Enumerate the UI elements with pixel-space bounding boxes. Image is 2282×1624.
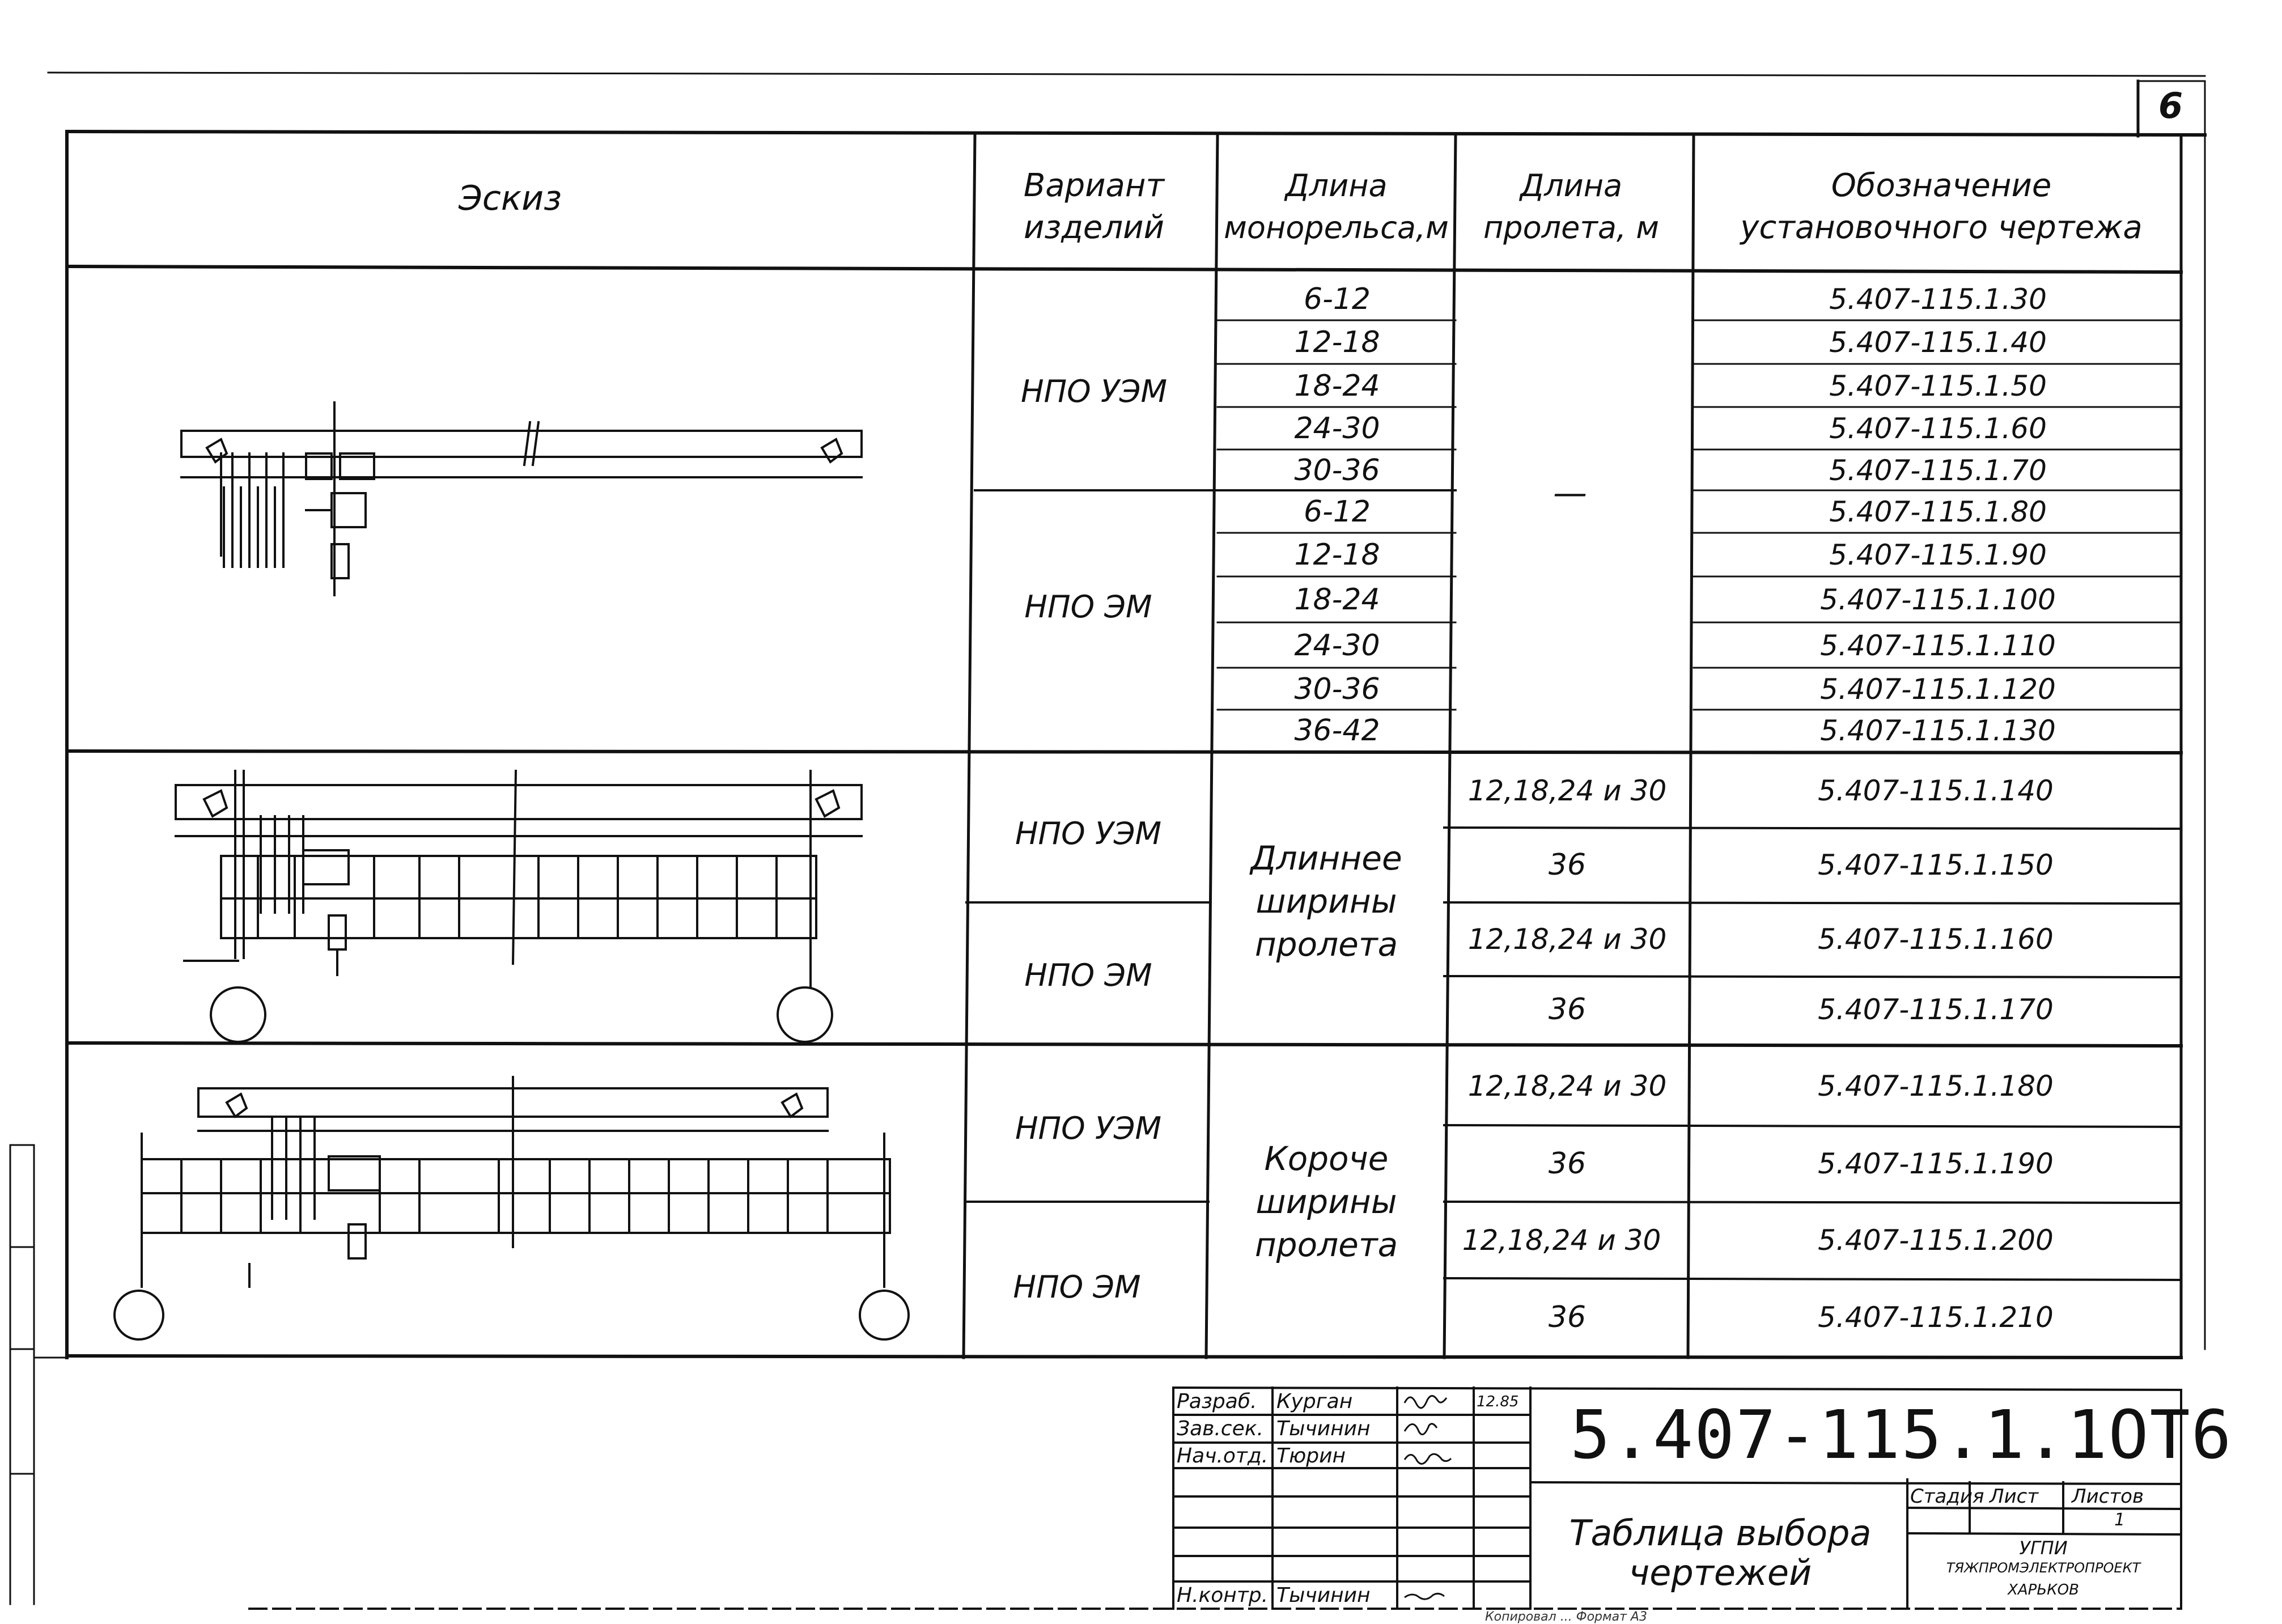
staff-name: Тюрин [1276,1444,1346,1468]
variant-label: НПО ЭМ [1013,1269,1141,1305]
drawing-designation-cell: 5.407-115.1.70 [1829,453,2047,487]
drawing-designation-cell: 5.407-115.1.100 [1820,583,2056,616]
drawing-designation-cell: 5.407-115.1.170 [1818,993,2054,1026]
document-title: Таблица выбора чертежей [1569,1512,1872,1593]
span-length-cell: 36 [1548,1147,1587,1181]
staff-role: Зав.сек. [1177,1417,1263,1440]
variant-label: НПО УЭМ [1015,815,1162,851]
header-drawing-designation: Обозначение установочного чертежа [1740,167,2143,246]
span-length-cell: 12,18,24 и 30 [1467,923,1667,956]
drawing-designation-cell: 5.407-115.1.190 [1818,1147,2054,1180]
header-sketch: Эскиз [458,179,562,218]
staff-name: Тычинин [1276,1417,1371,1440]
monorail-length-cell: 12-18 [1294,538,1380,572]
span-length-cell: 36 [1548,1300,1587,1334]
header-span-length: Длина пролета, м [1483,168,1659,245]
page-number: 6 [2158,85,2183,126]
copy-note: Копировал ... Формат А3 [1485,1610,1647,1624]
drawing-designation-cell: 5.407-115.1.180 [1818,1069,2054,1103]
monorail-length-cell: 6-12 [1303,495,1371,529]
drawing-designation-cell: 5.407-115.1.30 [1829,283,2047,316]
monorail-note: Длиннее ширины пролета [1250,839,1402,964]
monorail-length-cell: 12-18 [1294,325,1380,359]
staff-role: Нач.отд. [1177,1444,1269,1468]
organization-line: ХАРЬКОВ [2008,1581,2079,1598]
monorail-length-cell: 24-30 [1294,628,1380,663]
drawing-designation-cell: 5.407-115.1.50 [1829,369,2047,402]
organization-line: УГПИ [2019,1537,2068,1559]
sheet-label: Лист [1990,1485,2039,1508]
drawing-designation-cell: 5.407-115.1.40 [1829,326,2047,359]
drawing-designation-cell: 5.407-115.1.130 [1820,714,2056,747]
span-length-cell: 12,18,24 и 30 [1467,774,1667,807]
variant-label: НПО ЭМ [1024,588,1152,625]
drawing-designation-cell: 5.407-115.1.140 [1818,774,2054,807]
drawing-designation-cell: 5.407-115.1.110 [1820,629,2056,662]
organization-line: ТЯЖПРОМЭЛЕКТРОПРОЕКТ [1946,1560,2141,1576]
span-length-cell: 36 [1548,993,1587,1027]
drawing-designation-cell: 5.407-115.1.60 [1829,412,2047,445]
monorail-length-cell: 36-42 [1294,714,1380,748]
stage-label: Стадия [1910,1485,1984,1508]
staff-name: Курган [1276,1390,1353,1413]
sheets-label: Листов [2072,1485,2144,1508]
staff-name: Тычинин [1276,1584,1371,1607]
variant-label: НПО УЭМ [1015,1110,1162,1146]
header-monorail-length: Длина монорельса,м [1224,168,1449,245]
drawing-designation-cell: 5.407-115.1.160 [1818,923,2054,956]
drawing-designation-cell: 5.407-115.1.90 [1829,538,2047,571]
document-code: 5.407-115.1.1ОТ6 [1570,1396,2233,1474]
variant-label: НПО ЭМ [1024,957,1152,993]
monorail-note: Короче ширины пролета [1254,1139,1398,1264]
span-length-cell: 12,18,24 и 30 [1467,1069,1667,1103]
span-dash: — [1553,473,1587,513]
drawing-designation-cell: 5.407-115.1.80 [1829,495,2047,528]
drawing-designation-cell: 5.407-115.1.210 [1818,1301,2054,1334]
drawing-designation-cell: 5.407-115.1.200 [1818,1224,2054,1257]
variant-label: НПО УЭМ [1020,373,1168,409]
monorail-length-cell: 30-36 [1294,672,1380,706]
staff-role: Разраб. [1177,1390,1257,1413]
staff-role: Н.контр. [1177,1584,1269,1607]
drawing-designation-cell: 5.407-115.1.120 [1820,672,2056,706]
monorail-length-cell: 18-24 [1294,583,1380,617]
sheets-value: 1 [2114,1510,2126,1530]
span-length-cell: 36 [1548,848,1587,882]
monorail-length-cell: 24-30 [1294,412,1380,446]
monorail-length-cell: 30-36 [1294,453,1380,487]
monorail-length-cell: 18-24 [1294,368,1380,403]
header-variant: Вариант изделий [1023,167,1165,246]
staff-date: 12.85 [1477,1393,1519,1410]
drawing-designation-cell: 5.407-115.1.150 [1818,849,2054,881]
span-length-cell: 12,18,24 и 30 [1462,1224,1661,1257]
monorail-length-cell: 6-12 [1303,282,1371,316]
